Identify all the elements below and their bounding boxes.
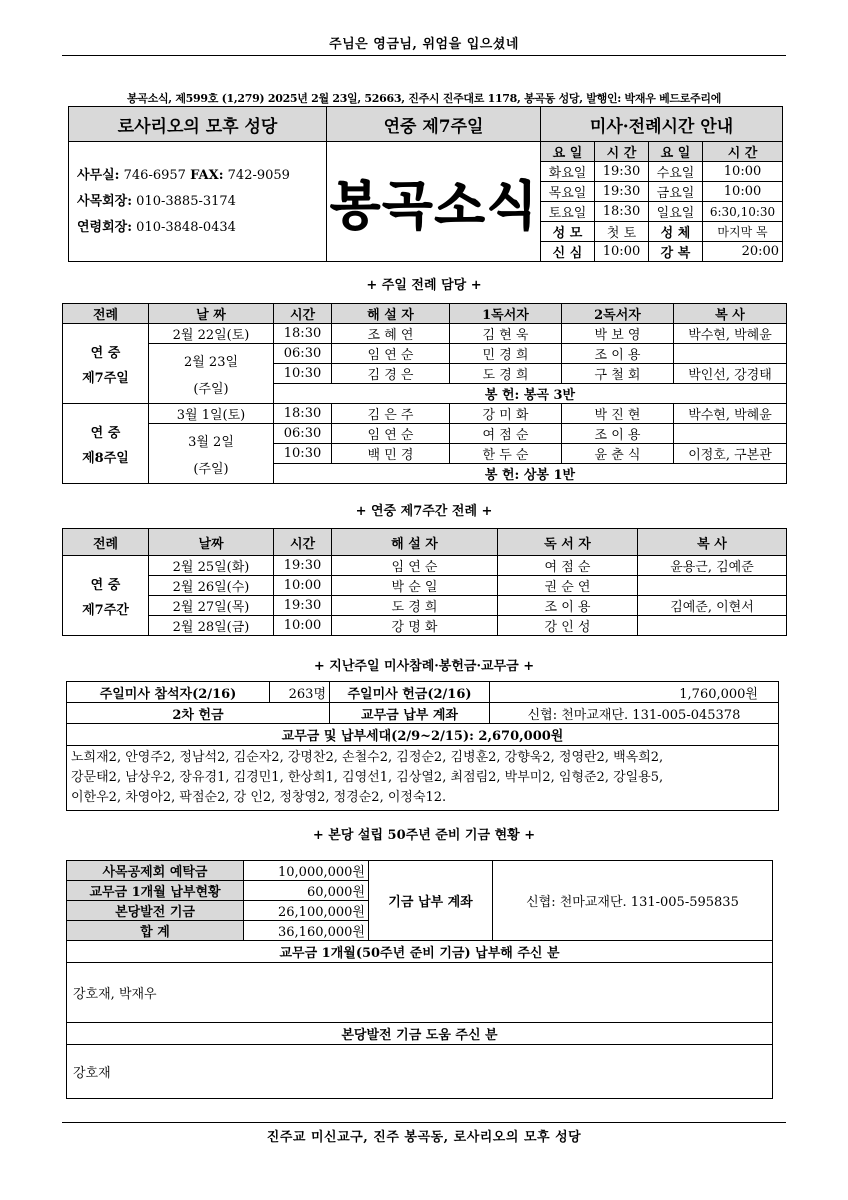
dues-account-label: 교무금 납부 계좌 bbox=[330, 703, 490, 724]
reader1-cell: 한 두 순 bbox=[450, 444, 562, 464]
col-commentator: 해 설 자 bbox=[332, 304, 450, 324]
weekday-liturgy-title: + 연중 제7주간 전례 + bbox=[355, 504, 493, 519]
mass-header-day2: 요 일 bbox=[649, 142, 703, 162]
commentator-cell: 백 민 경 bbox=[332, 444, 450, 464]
newsletter-title-cell bbox=[327, 142, 541, 262]
donors2-title: 본당발전 기금 도움 주신 분 bbox=[67, 1023, 773, 1045]
offering-cell: 봉 헌: 봉곡 3반 bbox=[274, 384, 787, 404]
commentator-cell: 도 경 희 bbox=[332, 596, 498, 616]
week1-label: 연 중 제7주일 bbox=[63, 324, 149, 404]
fund-title: + 본당 설립 50주년 준비 기금 현황 + bbox=[312, 828, 536, 843]
server-cell bbox=[674, 424, 787, 444]
reader1-cell: 도 경 희 bbox=[450, 364, 562, 384]
col-reader: 독 서 자 bbox=[498, 529, 638, 556]
commentator-cell: 김 경 은 bbox=[332, 364, 450, 384]
mass-schedule-title: 미사·전례시간 안내 bbox=[541, 107, 783, 142]
marian-devotion-label: 성 모 bbox=[541, 222, 595, 242]
fund-total-value: 36,160,000원 bbox=[244, 921, 369, 941]
col-liturgy: 전례 bbox=[63, 304, 149, 324]
server-cell: 윤용근, 김예준 bbox=[638, 556, 787, 576]
reader2-cell: 조 이 용 bbox=[562, 424, 674, 444]
council-phone: 010-3885-3174 bbox=[136, 193, 236, 209]
offering-value: 1,760,000원 bbox=[490, 682, 779, 703]
header-rule bbox=[62, 55, 786, 56]
mass-day: 목요일 bbox=[541, 182, 595, 202]
attendance-value: 263명 bbox=[270, 682, 330, 703]
time-cell: 10:00 bbox=[274, 616, 332, 636]
dues-account-value: 신협: 천마교재단. 131-005-045378 bbox=[490, 703, 779, 724]
mass-time: 19:30 bbox=[595, 182, 649, 202]
commentator-cell: 임 연 순 bbox=[332, 424, 450, 444]
col-date: 날짜 bbox=[149, 529, 274, 556]
fund-account-value: 신협: 천마교재단. 131-005-595835 bbox=[493, 861, 773, 941]
reader1-cell: 강 미 화 bbox=[450, 404, 562, 424]
date-cell: 2월 26일(수) bbox=[149, 576, 274, 596]
reader2-cell: 구 철 회 bbox=[562, 364, 674, 384]
sunday-liturgy-title: + 주일 전례 담당 + bbox=[366, 278, 482, 293]
reader1-cell: 김 현 욱 bbox=[450, 324, 562, 344]
last-thursday-time: 20:00 bbox=[703, 242, 783, 262]
mass-header-time: 시 간 bbox=[595, 142, 649, 162]
commentator-cell: 강 명 화 bbox=[332, 616, 498, 636]
time-cell: 10:30 bbox=[274, 364, 332, 384]
donors2-list: 강호재 bbox=[67, 1045, 773, 1099]
weekday-liturgy-table bbox=[62, 528, 787, 636]
server-cell: 박수현, 박혜윤 bbox=[674, 404, 787, 424]
fund-label: 본당발전 기금 bbox=[67, 901, 244, 921]
commentator-cell: 임 연 순 bbox=[332, 344, 450, 364]
col-commentator: 해 설 자 bbox=[332, 529, 498, 556]
office-label: 사무실: bbox=[77, 167, 120, 183]
date-cell: 2월 22일(토) bbox=[149, 324, 274, 344]
first-saturday-time: 10:00 bbox=[595, 242, 649, 262]
reader1-cell: 여 점 순 bbox=[450, 424, 562, 444]
newsletter-title: 봉곡소식 bbox=[330, 176, 539, 237]
benediction-label: 성 체 bbox=[649, 222, 703, 242]
council-label: 사목회장: bbox=[77, 193, 133, 209]
footer-text: 진주교 미신교구, 진주 봉곡동, 로사리오의 모후 성당 bbox=[266, 1130, 582, 1145]
mass-time: 18:30 bbox=[595, 202, 649, 222]
server-cell: 이정호, 구본관 bbox=[674, 444, 787, 464]
reader2-cell: 박 진 현 bbox=[562, 404, 674, 424]
sunday-name: 연중 제7주일 bbox=[327, 107, 541, 142]
contact-block bbox=[69, 142, 327, 262]
sunday-date-cell: 3월 2일 (주일) bbox=[149, 424, 274, 484]
date-cell: 2월 28일(금) bbox=[149, 616, 274, 636]
server-cell: 박인선, 강경태 bbox=[674, 364, 787, 384]
time-cell: 10:30 bbox=[274, 444, 332, 464]
fund-value: 26,100,000원 bbox=[244, 901, 369, 921]
reader2-cell: 박 보 영 bbox=[562, 324, 674, 344]
mass-header-time2: 시 간 bbox=[703, 142, 783, 162]
date-cell: 2월 25일(화) bbox=[149, 556, 274, 576]
reader-cell: 여 점 순 bbox=[498, 556, 638, 576]
parish-name: 로사리오의 모후 성당 bbox=[69, 107, 327, 142]
fund-label: 교무금 1개월 납부현황 bbox=[67, 881, 244, 901]
last-sunday-title: + 지난주일 미사참례·봉헌금·교무금 + bbox=[313, 659, 535, 674]
server-cell bbox=[638, 616, 787, 636]
fax-number: 742-9059 bbox=[227, 167, 290, 183]
mass-day: 화요일 bbox=[541, 162, 595, 182]
fax-label: FAX: bbox=[190, 167, 224, 183]
office-phone: 746-6957 bbox=[123, 167, 186, 183]
sunday-liturgy-table bbox=[62, 303, 787, 484]
week2-label: 연 중 제8주일 bbox=[63, 404, 149, 484]
reader-cell: 강 인 성 bbox=[498, 616, 638, 636]
mass-time: 10:00 bbox=[703, 182, 783, 202]
time-cell: 10:00 bbox=[274, 576, 332, 596]
sunday-date-cell: 2월 23일 (주일) bbox=[149, 344, 274, 404]
motto: 주님은 영금님, 위엄을 입으셨네 bbox=[329, 37, 519, 52]
date-cell: 3월 1일(토) bbox=[149, 404, 274, 424]
col-server: 복 사 bbox=[638, 529, 787, 556]
first-saturday: 첫 토 bbox=[595, 222, 649, 242]
col-reader2: 2독서자 bbox=[562, 304, 674, 324]
footer-rule bbox=[62, 1122, 786, 1123]
dues-list bbox=[67, 746, 779, 811]
col-liturgy: 전례 bbox=[63, 529, 149, 556]
dues-line: 이한우2, 차영아2, 팍점순2, 강 인2, 정창영2, 정경순2, 이정숙12. bbox=[71, 790, 447, 805]
attendance-label: 주일미사 참석자(2/16) bbox=[67, 682, 270, 703]
federation-label: 연령회장: bbox=[77, 219, 133, 235]
donors1-title: 교무금 1개월(50주년 준비 기금) 납부해 주신 분 bbox=[67, 941, 773, 963]
mass-time: 6:30,10:30 bbox=[703, 202, 783, 222]
date-cell: 2월 27일(목) bbox=[149, 596, 274, 616]
dues-title: 교무금 및 납부세대(2/9~2/15): 2,670,000원 bbox=[67, 724, 779, 746]
weekday-label: 연 중 제7주간 bbox=[63, 556, 149, 636]
reader-cell: 권 순 연 bbox=[498, 576, 638, 596]
mass-day: 일요일 bbox=[649, 202, 703, 222]
mass-day: 토요일 bbox=[541, 202, 595, 222]
benediction-label2: 강 복 bbox=[649, 242, 703, 262]
mass-time: 19:30 bbox=[595, 162, 649, 182]
time-cell: 06:30 bbox=[274, 424, 332, 444]
time-cell: 19:30 bbox=[274, 556, 332, 576]
second-collection-label: 2차 헌금 bbox=[67, 703, 330, 724]
fund-value: 60,000원 bbox=[244, 881, 369, 901]
fund-account-label: 기금 납부 계좌 bbox=[369, 861, 493, 941]
fund-total-label: 합 계 bbox=[67, 921, 244, 941]
donors1-list: 강호재, 박재우 bbox=[67, 963, 773, 1023]
mass-time: 10:00 bbox=[703, 162, 783, 182]
col-reader1: 1독서자 bbox=[450, 304, 562, 324]
col-server: 복 사 bbox=[674, 304, 787, 324]
reader1-cell: 민 경 희 bbox=[450, 344, 562, 364]
col-time: 시간 bbox=[274, 529, 332, 556]
time-cell: 19:30 bbox=[274, 596, 332, 616]
time-cell: 18:30 bbox=[274, 324, 332, 344]
reader2-cell: 윤 춘 식 bbox=[562, 444, 674, 464]
dues-line: 강문태2, 남상우2, 장유경1, 김경민1, 한상희1, 김영선1, 김상열2, 최점림2, 박부미2, 임형준2, 강일용5, bbox=[71, 770, 664, 785]
last-thursday: 마지막 목 bbox=[703, 222, 783, 242]
time-cell: 18:30 bbox=[274, 404, 332, 424]
col-date: 날 짜 bbox=[149, 304, 274, 324]
fund-label: 사목공제회 예탁금 bbox=[67, 861, 244, 881]
masthead-table bbox=[68, 106, 783, 262]
mass-day: 금요일 bbox=[649, 182, 703, 202]
server-cell: 김예준, 이현서 bbox=[638, 596, 787, 616]
fund-value: 10,000,000원 bbox=[244, 861, 369, 881]
mass-header-day: 요 일 bbox=[541, 142, 595, 162]
last-sunday-table bbox=[66, 681, 779, 811]
time-cell: 06:30 bbox=[274, 344, 332, 364]
offering-cell: 봉 헌: 상봉 1반 bbox=[274, 464, 787, 484]
fund-table bbox=[66, 860, 773, 1099]
issue-info: 봉곡소식, 제599호 (1,279) 2025년 2월 23일, 52663, 진주시 진주대로 1178, 봉곡동 성당, 발행인: 박재우 베드로주리에 bbox=[126, 92, 722, 105]
server-cell bbox=[674, 344, 787, 364]
reader-cell: 조 이 용 bbox=[498, 596, 638, 616]
server-cell: 박수현, 박혜윤 bbox=[674, 324, 787, 344]
commentator-cell: 박 순 일 bbox=[332, 576, 498, 596]
mass-day: 수요일 bbox=[649, 162, 703, 182]
commentator-cell: 조 혜 연 bbox=[332, 324, 450, 344]
col-time: 시간 bbox=[274, 304, 332, 324]
offering-label: 주일미사 헌금(2/16) bbox=[330, 682, 490, 703]
server-cell bbox=[638, 576, 787, 596]
dues-line: 노희재2, 안영주2, 정남석2, 김순자2, 강명찬2, 손철수2, 김정순2, 김병훈2, 강향욱2, 정영란2, 백옥희2, bbox=[71, 750, 664, 765]
commentator-cell: 임 연 순 bbox=[332, 556, 498, 576]
federation-phone: 010-3848-0434 bbox=[136, 219, 236, 235]
commentator-cell: 김 은 주 bbox=[332, 404, 450, 424]
reader2-cell: 조 이 용 bbox=[562, 344, 674, 364]
marian-devotion-label2: 신 심 bbox=[541, 242, 595, 262]
